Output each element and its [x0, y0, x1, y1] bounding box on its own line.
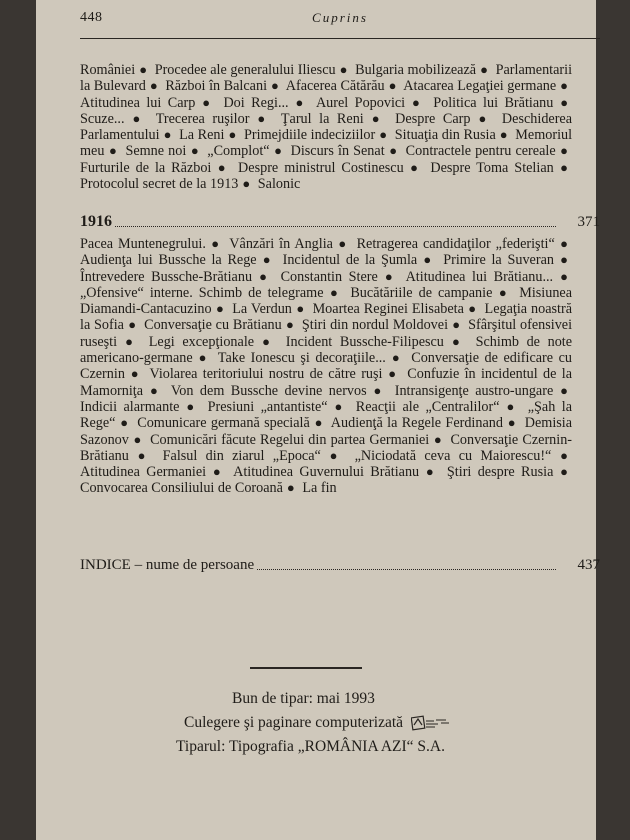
toc-chapter-item: Despre Carp	[395, 110, 471, 127]
toc-chapter-item: Primejdiile indeciziilor	[244, 127, 376, 144]
colophon-typesetting	[184, 714, 624, 732]
bullet-separator-icon: ●	[331, 398, 346, 414]
toc-entry-1916	[80, 209, 600, 231]
toc-chapter-item: Legi excepţionale	[148, 333, 255, 350]
publisher-stamp-icon	[411, 715, 455, 731]
dot-leader	[115, 226, 556, 227]
bullet-separator-icon: ●	[147, 382, 161, 398]
bullet-separator-icon: ●	[127, 317, 137, 333]
toc-chapter-item: Retragerea candidaţilor „federişti“	[356, 236, 555, 252]
bullet-separator-icon: ●	[388, 78, 397, 94]
colophon-printing-house: Tiparul: Tipografia „ROMÂNIA AZI“ S.A.	[176, 738, 445, 755]
toc-chapter-item: Misiunea Diamandi-Cantacuzino	[80, 284, 573, 318]
toc-chapter-item: Primire la Suveran	[443, 252, 554, 269]
toc-chapter-item: „Complot“	[207, 143, 270, 160]
bullet-separator-icon: ●	[447, 333, 464, 349]
toc-chapter-item: Doi Regi...	[223, 94, 289, 111]
bullet-separator-icon: ●	[139, 62, 148, 77]
bullet-separator-icon: ●	[480, 62, 488, 77]
bullet-separator-icon: ●	[327, 284, 341, 300]
bullet-separator-icon: ●	[559, 143, 569, 159]
toc-chapter-item: României	[80, 62, 136, 78]
colophon-typesetting-text: Culegere şi paginare computerizată	[184, 714, 404, 731]
bullet-separator-icon: ●	[474, 110, 491, 126]
page-header	[80, 6, 600, 39]
bullet-separator-icon: ●	[163, 127, 172, 143]
toc-chapter-item: Bucătăriile de campanie	[350, 284, 493, 301]
toc-chapter-item: Discurs în Senat	[290, 143, 385, 160]
toc-chapter-item: Demisia Sazonov	[80, 415, 573, 448]
bullet-separator-icon: ●	[242, 176, 251, 192]
toc-chapter-item: La Verdun	[232, 301, 292, 318]
bullet-separator-icon: ●	[557, 464, 569, 480]
toc-chapter-item: Atitudinea lui Brătianu...	[405, 268, 554, 285]
bullet-separator-icon: ●	[336, 236, 348, 251]
toc-chapter-item: Situaţia din Rusia	[394, 127, 496, 144]
bullet-separator-icon: ●	[407, 159, 421, 175]
bullet-separator-icon: ●	[271, 78, 279, 94]
toc-chapter-item: Incident Bussche-Filipescu	[285, 333, 444, 350]
toc-chapter-item: Convocarea Consiliului de Coroană	[80, 480, 283, 497]
bullet-separator-icon: ●	[313, 415, 324, 431]
bullet-separator-icon: ●	[121, 333, 138, 349]
bullet-separator-icon: ●	[292, 94, 307, 110]
toc-chapter-item: Întrevedere Bussche-Brătianu	[80, 268, 253, 285]
toc-chapter-item: Atitudinea Guvernului Brătianu	[233, 464, 420, 481]
toc-chapter-item: Protocolul secret de la 1913	[80, 176, 239, 193]
toc-chapter-item: Război în Balcani	[165, 78, 268, 95]
bullet-separator-icon: ●	[128, 366, 141, 382]
toc-chapter-item: Pacea Muntenegrului.	[80, 236, 206, 252]
bullet-separator-icon: ●	[215, 301, 225, 317]
toc-chapter-item: Atitudinea lui Carp	[80, 94, 196, 111]
toc-chapter-item: Take Ionescu şi decoraţiile...	[217, 350, 386, 367]
bullet-separator-icon: ●	[253, 110, 270, 126]
toc-chapter-item: Deschiderea Parlamentului	[80, 110, 573, 144]
bullet-separator-icon: ●	[128, 110, 145, 126]
toc-block-1915	[80, 62, 572, 192]
bullet-separator-icon: ●	[286, 480, 295, 496]
toc-chapter-item: Comunicări făcute Regelui din partea Germaniei	[150, 431, 430, 448]
toc-chapter-item: Conversaţie cu Brătianu	[144, 317, 282, 334]
bullet-separator-icon: ●	[132, 431, 142, 447]
dot-leader	[257, 569, 556, 570]
bullet-separator-icon: ●	[260, 252, 273, 268]
toc-chapter-item: Trecerea ruşilor	[155, 110, 250, 127]
toc-chapter-item: Procedee ale generalului Iliescu	[154, 62, 336, 78]
toc-entry-indice	[80, 552, 600, 574]
bullet-separator-icon: ●	[183, 398, 198, 414]
bullet-separator-icon: ●	[256, 268, 270, 284]
bullet-separator-icon: ●	[557, 382, 568, 398]
bullet-separator-icon: ●	[467, 301, 477, 317]
divider-rule	[250, 667, 362, 669]
toc-chapter-item: Vânzări în Anglia	[229, 236, 333, 252]
bullet-separator-icon: ●	[379, 127, 388, 143]
bullet-separator-icon: ●	[199, 94, 213, 110]
toc-chapter-item: La fin	[302, 480, 337, 497]
toc-chapter-item: Politica lui Brătianu	[433, 94, 554, 111]
bullet-separator-icon: ●	[558, 236, 569, 251]
toc-chapter-item: „Ofensive“ interne. Schimb de telegrame	[80, 284, 324, 301]
bullet-separator-icon: ●	[388, 143, 398, 159]
bullet-separator-icon: ●	[499, 127, 508, 143]
bullet-separator-icon: ●	[215, 159, 229, 175]
toc-chapter-item: Atacarea Legaţiei germane	[403, 78, 557, 95]
toc-chapter-item: Reacţii ale „Centralilor“	[355, 398, 500, 415]
bullet-separator-icon: ●	[421, 252, 434, 268]
bullet-separator-icon: ●	[423, 464, 437, 480]
toc-chapter-item: Atitudinea Germaniei	[80, 464, 207, 481]
toc-chapter-item: Ştiri despre Rusia	[446, 464, 554, 481]
book-page	[36, 0, 600, 840]
bullet-separator-icon: ●	[339, 62, 348, 77]
toc-chapter-item: Schimb de note americano-germane	[80, 333, 573, 367]
bullet-separator-icon: ●	[228, 127, 237, 143]
bullet-separator-icon: ●	[196, 350, 209, 366]
bullet-separator-icon: ●	[108, 143, 118, 159]
toc-chapter-item: Salonic	[257, 176, 301, 193]
toc-chapter-item: Ştiri din nordul Moldovei	[301, 317, 449, 334]
bullet-separator-icon: ●	[557, 159, 568, 175]
bullet-separator-icon: ●	[149, 78, 158, 94]
toc-chapter-item: Contractele pentru cereale	[405, 143, 556, 160]
toc-chapter-item: Violarea teritoriului nostru de către ruşi	[149, 366, 383, 383]
bullet-separator-icon: ●	[557, 268, 569, 284]
toc-chapter-item: „Şah la Rege“	[80, 398, 573, 432]
toc-chapter-item: Von dem Bussche devine nervos	[170, 382, 367, 399]
bullet-separator-icon: ●	[367, 110, 384, 126]
toc-chapter-item: Incidentul de la Şumla	[282, 252, 418, 269]
toc-entry-page: 437	[577, 557, 600, 573]
bullet-separator-icon: ●	[389, 350, 402, 366]
bullet-separator-icon: ●	[209, 236, 221, 251]
bullet-separator-icon: ●	[557, 252, 569, 268]
toc-block-1916	[80, 236, 572, 497]
bullet-separator-icon: ●	[560, 78, 569, 94]
toc-chapter-item: Presiuni „antantiste“	[207, 398, 328, 415]
toc-chapter-item: Intransigenţe austro-ungare	[394, 382, 554, 399]
toc-chapter-item: Indicii alarmante	[80, 398, 180, 415]
running-title: Cuprins	[312, 10, 368, 25]
bullet-separator-icon: ●	[409, 94, 423, 110]
bullet-separator-icon: ●	[295, 301, 305, 317]
bullet-separator-icon: ●	[273, 143, 283, 159]
toc-chapter-item: Legaţia noastră la Sofia	[80, 301, 573, 334]
toc-entry-label: 1916	[80, 213, 112, 230]
toc-chapter-item: Scuze...	[80, 110, 125, 127]
bullet-separator-icon: ●	[386, 366, 398, 382]
toc-chapter-item: Sfârşitul ofensivei ruseşti	[80, 317, 573, 350]
bullet-separator-icon: ●	[557, 94, 569, 110]
toc-chapter-item: Parlamentarii la Bulevard	[80, 62, 573, 95]
toc-chapter-item: Constantin Stere	[280, 268, 378, 285]
bullet-separator-icon: ●	[496, 284, 510, 300]
bullet-separator-icon: ●	[132, 447, 151, 463]
bullet-separator-icon: ●	[190, 143, 200, 159]
toc-chapter-item: Conversaţie Czernin-Brătianu	[80, 431, 573, 464]
toc-chapter-item: Despre ministrul Costinescu	[238, 159, 404, 176]
bullet-separator-icon: ●	[119, 415, 129, 431]
toc-entry-page: 371	[577, 214, 600, 230]
bullet-separator-icon: ●	[285, 317, 295, 333]
toc-chapter-item: „Niciodată ceva cu Maiorescu!“	[354, 447, 552, 464]
bullet-separator-icon: ●	[324, 447, 343, 463]
toc-chapter-item: Falsul din ziarul „Epoca“	[162, 447, 321, 464]
toc-chapter-item: Despre Toma Stelian	[430, 159, 554, 176]
bullet-separator-icon: ●	[506, 415, 517, 431]
toc-chapter-item: Semne noi	[125, 143, 187, 160]
toc-entry-label: INDICE – nume de persoane	[80, 557, 255, 573]
bullet-separator-icon: ●	[210, 464, 224, 480]
toc-chapter-item: Bulgaria mobilizează	[355, 62, 477, 78]
toc-chapter-item: Ţarul la Reni	[280, 110, 364, 127]
toc-chapter-item: Afacerea Cătărău	[285, 78, 385, 95]
bullet-separator-icon: ●	[503, 398, 518, 414]
toc-chapter-item: Furturile de la Război	[80, 159, 212, 176]
toc-chapter-item: Audienţa lui Bussche la Rege	[80, 252, 257, 269]
bullet-separator-icon: ●	[452, 317, 461, 333]
bullet-separator-icon: ●	[555, 447, 568, 463]
toc-chapter-item: Conversaţie de edificare cu Czernin	[80, 350, 573, 383]
bullet-separator-icon: ●	[258, 333, 275, 349]
page-number: 448	[80, 10, 103, 25]
bullet-separator-icon: ●	[370, 382, 385, 398]
toc-chapter-item: Audienţă la Regele Ferdinand	[330, 415, 503, 432]
toc-chapter-item: Comunicare germană specială	[137, 415, 310, 432]
toc-chapter-item: La Reni	[179, 127, 225, 144]
toc-chapter-item: Aurel Popovici	[315, 94, 406, 111]
toc-chapter-item: Confuzie în incidentul de la Mamorniţa	[80, 366, 573, 399]
toc-chapter-item: Memoriul meu	[80, 127, 573, 160]
colophon-print-date: Bun de tipar: mai 1993	[232, 690, 375, 707]
bullet-separator-icon: ●	[381, 268, 396, 284]
toc-chapter-item: Moartea Reginei Elisabeta	[312, 301, 464, 318]
bullet-separator-icon: ●	[433, 431, 443, 447]
